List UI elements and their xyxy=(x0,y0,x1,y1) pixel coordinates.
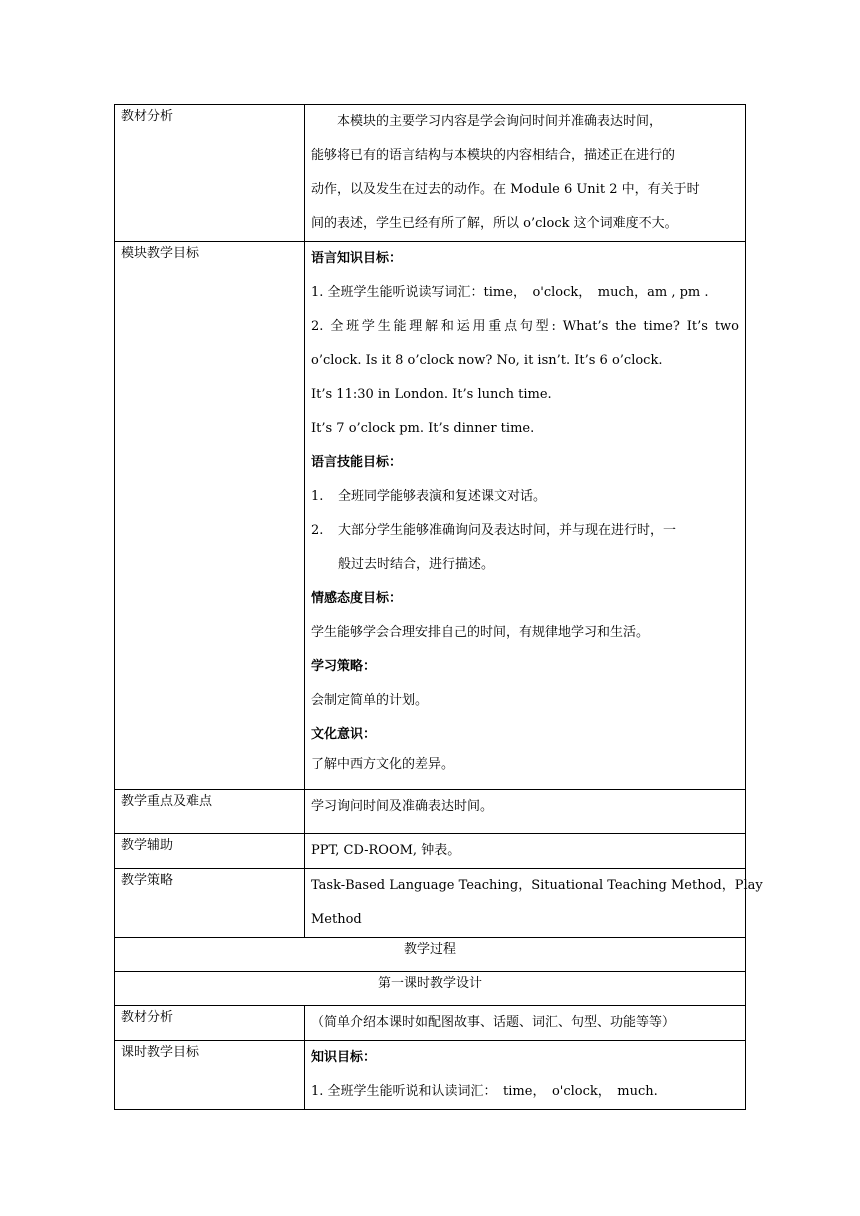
lang-skill-item-1 xyxy=(311,480,739,514)
analysis-line-1: 本模块的主要学习内容是学会询问时间并准确表达时间， xyxy=(337,114,663,129)
lang-skill-item-2-line-b: 般过去时结合，进行描述。 xyxy=(338,557,495,572)
row-label-lesson-goals: 课时教学目标 xyxy=(115,1041,305,1110)
table-row xyxy=(115,1006,746,1041)
analysis-line-4: 间的表述，学生已经有所了解，所以 o’clock 这个词难度不大。 xyxy=(311,216,678,231)
table-row xyxy=(115,242,746,790)
key-points-content: 学习询问时间及准确表达时间。 xyxy=(305,790,746,834)
table-row xyxy=(115,938,746,972)
lang-knowledge-item-2b: o’clock. Is it 8 o’clock now? No, it isn’t. It’s 6 o’clock. xyxy=(311,353,663,368)
emotion-heading: 情感态度目标： xyxy=(311,591,403,606)
aids-content: PPT, CD-ROOM, 钟表。 xyxy=(305,834,746,869)
strategy-line-2: Method xyxy=(311,912,362,927)
lang-knowledge-item-2a: 2. 全班学生能理解和运用重点句型: What’s the time? It’s two xyxy=(311,319,739,334)
culture-text: 了解中西方文化的差异。 xyxy=(311,757,455,772)
table-row xyxy=(115,1041,746,1110)
analysis-line-3: 动作，以及发生在过去的动作。在 Module 6 Unit 2 中，有关于时 xyxy=(311,182,700,197)
analysis-line-2: 能够将已有的语言结构与本模块的内容相结合，描述正在进行的 xyxy=(311,148,676,163)
table-row xyxy=(115,790,746,834)
table-row xyxy=(115,972,746,1006)
strategy-text: 会制定简单的计划。 xyxy=(311,693,429,708)
lang-skill-item-2 xyxy=(311,514,739,582)
strategy-content xyxy=(305,869,763,938)
lang-skill-item-2-text xyxy=(338,514,739,582)
lesson-plan-table xyxy=(114,104,763,1110)
lesson-goals-heading: 知识目标： xyxy=(311,1050,377,1065)
table-row xyxy=(115,834,746,869)
row-label-lesson-analysis: 教材分析 xyxy=(115,1006,305,1041)
lesson1-heading: 第一课时教学设计 xyxy=(115,972,746,1006)
lesson-goals-item-1: 1. 全班学生能听说和认读词汇： time， o'clock， much. xyxy=(311,1084,658,1099)
row-label-aids: 教学辅助 xyxy=(115,834,305,869)
row-label-strategy: 教学策略 xyxy=(115,869,305,938)
table-row xyxy=(115,869,746,938)
lang-knowledge-item-3: It’s 11:30 in London. It’s lunch time. xyxy=(311,387,552,402)
lang-skill-item-1-text: 全班同学能够表演和复述课文对话。 xyxy=(338,489,547,504)
lang-knowledge-item-1: 1. 全班学生能听说读写词汇：time， o'clock， much，am , pm . xyxy=(311,285,709,300)
lang-skill-item-2-line-a: 大部分学生能够准确询问及表达时间，并与现在进行时，一 xyxy=(338,523,677,538)
lesson-analysis-content: （简单介绍本课时如配图故事、话题、词汇、句型、功能等等） xyxy=(305,1006,746,1041)
module-goals-content xyxy=(305,242,746,790)
lang-knowledge-heading: 语言知识目标： xyxy=(311,251,403,266)
table-row xyxy=(115,105,746,242)
analysis-content xyxy=(305,105,746,242)
row-label-key-points: 教学重点及难点 xyxy=(115,790,305,834)
lang-skill-item-2-number: 2. xyxy=(311,523,324,538)
lang-skill-heading: 语言技能目标： xyxy=(311,455,403,470)
culture-heading: 文化意识： xyxy=(311,727,377,742)
lang-skill-item-1-number: 1. xyxy=(311,489,324,504)
row-label-module-goals: 模块教学目标 xyxy=(115,242,305,790)
lesson-goals-content xyxy=(305,1041,746,1110)
emotion-text: 学生能够学会合理安排自己的时间，有规律地学习和生活。 xyxy=(311,625,650,640)
row-label-analysis: 教材分析 xyxy=(115,105,305,242)
lang-knowledge-item-4: It’s 7 o’clock pm. It’s dinner time. xyxy=(311,421,535,436)
strategy-heading: 学习策略： xyxy=(311,659,377,674)
process-heading: 教学过程 xyxy=(115,938,746,972)
strategy-line-1: Task-Based Language Teaching，Situational Teaching Method，Play xyxy=(311,878,763,893)
